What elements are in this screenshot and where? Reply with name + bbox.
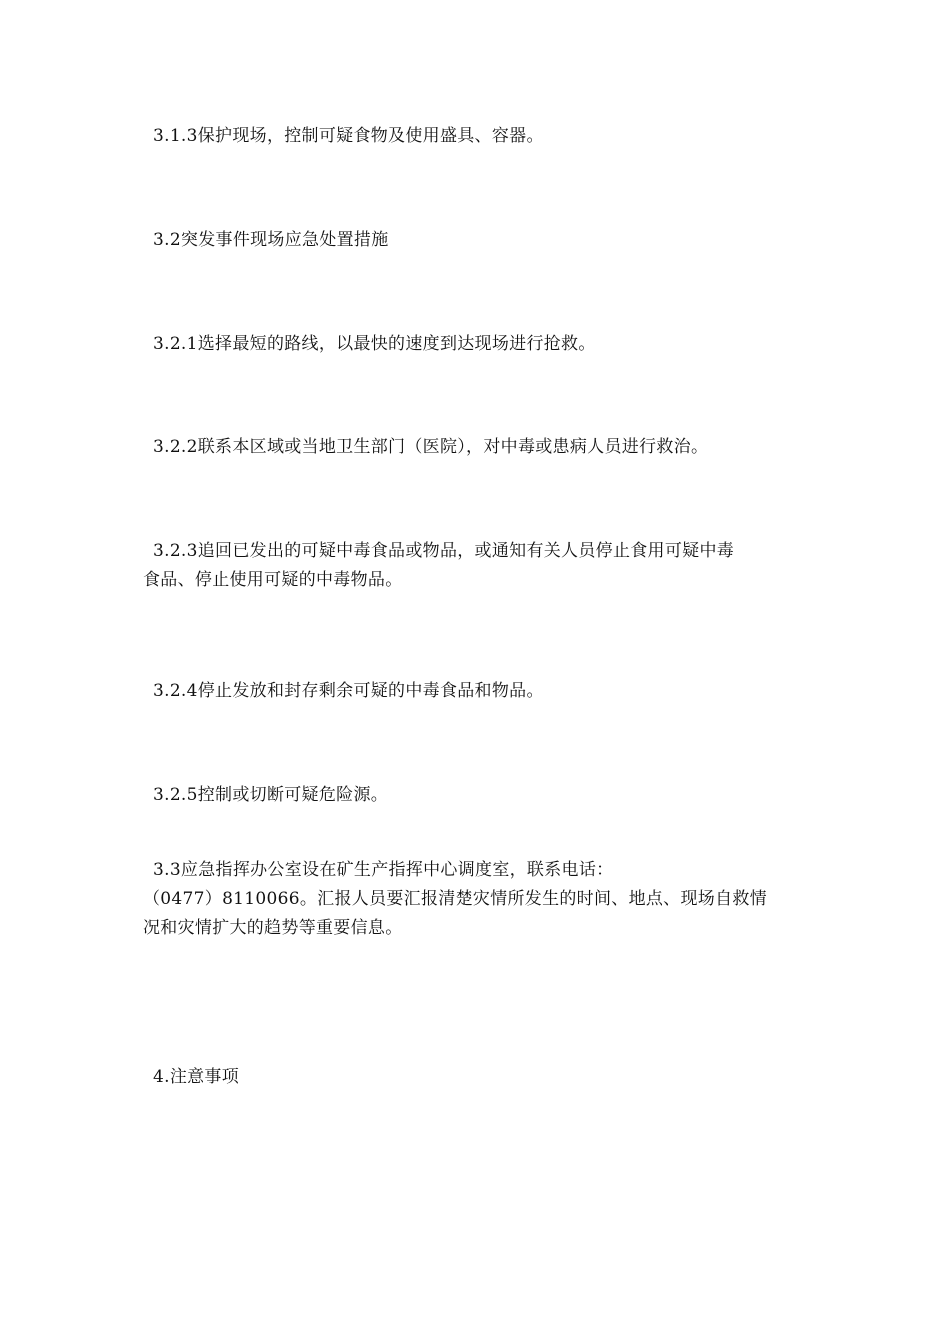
- paragraph-3-3: [143, 856, 823, 943]
- paragraph-line: 况和灾情扩大的趋势等重要信息。: [143, 918, 403, 938]
- section-heading-4: [143, 1063, 823, 1092]
- paragraph-3-2-3: [143, 537, 823, 595]
- paragraph-3-2-2: [143, 433, 823, 462]
- paragraph-line: （0477）8110066。汇报人员要汇报清楚灾情所发生的时间、地点、现场自救情: [143, 889, 767, 909]
- paragraph-3-2-5: [143, 781, 823, 810]
- paragraph-line: 3.2突发事件现场应急处置措施: [153, 230, 389, 250]
- paragraph-3-2-4: [143, 677, 823, 706]
- paragraph-line: 3.2.1选择最短的路线，以最快的速度到达现场进行抢救。: [153, 334, 596, 354]
- paragraph-line: 4.注意事项: [153, 1067, 240, 1087]
- paragraph-line: 3.2.2联系本区域或当地卫生部门（医院），对中毒或患病人员进行救治。: [153, 437, 709, 457]
- section-heading-3-2: [143, 226, 823, 255]
- paragraph-line: 3.3应急指挥办公室设在矿生产指挥中心调度室，联系电话：: [153, 860, 614, 880]
- paragraph-line: 3.1.3保护现场，控制可疑食物及使用盛具、容器。: [153, 126, 544, 146]
- paragraph-line: 3.2.5控制或切断可疑危险源。: [153, 785, 389, 805]
- paragraph-line: 食品、停止使用可疑的中毒物品。: [143, 570, 403, 590]
- paragraph-3-2-1: [143, 330, 823, 359]
- paragraph-3-1-3: [143, 122, 823, 151]
- paragraph-line: 3.2.3追回已发出的可疑中毒食品或物品，或通知有关人员停止食用可疑中毒: [153, 541, 735, 561]
- paragraph-line: 3.2.4停止发放和封存剩余可疑的中毒食品和物品。: [153, 681, 544, 701]
